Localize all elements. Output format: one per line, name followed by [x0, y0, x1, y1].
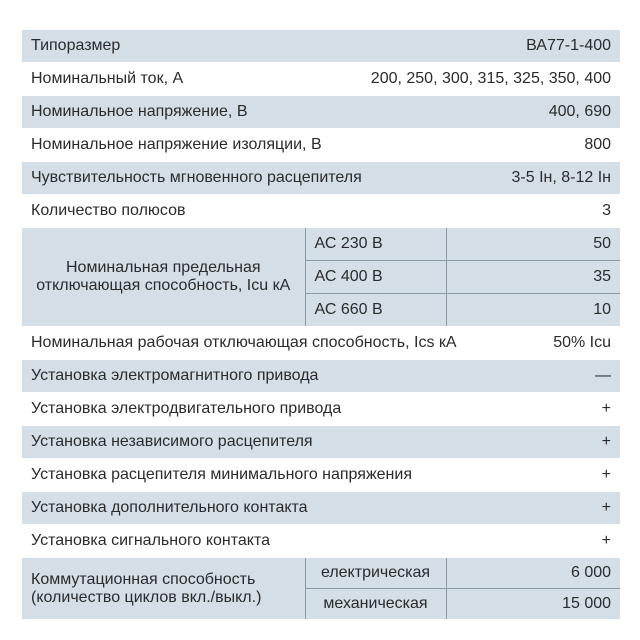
- type-label: Типоразмер: [22, 30, 305, 63]
- current-value: 200, 250, 300, 315, 325, 350, 400: [305, 63, 620, 96]
- sensitivity-value: 3-5 Iн, 8-12 Iн: [446, 162, 620, 195]
- row-aux-contact: [22, 492, 620, 525]
- insulation-label: Номинальное напряжение изоляции, В: [22, 129, 446, 162]
- signal-contact-label: Установка сигнального контакта: [22, 525, 446, 558]
- current-label: Номинальный ток, А: [22, 63, 305, 96]
- switching-condition: електрическая: [305, 558, 446, 589]
- row-poles: [22, 195, 620, 228]
- signal-contact-value: +: [446, 525, 620, 558]
- type-value: ВА77-1-400: [305, 30, 620, 63]
- row-breaking-1: [22, 228, 620, 261]
- breaking-condition: АС 230 В: [305, 228, 446, 261]
- row-electromagnetic: [22, 360, 620, 393]
- row-insulation: [22, 129, 620, 162]
- poles-value: 3: [446, 195, 620, 228]
- voltage-label: Номинальное напряжение, В: [22, 96, 305, 129]
- ics-value: 50% Icu: [446, 327, 620, 360]
- breaking-value: 35: [446, 261, 620, 294]
- undervoltage-label: Установка расцепителя минимального напряжения: [22, 459, 446, 492]
- breaking-label: Номинальная предельная отключающая способность, Icu кА: [22, 228, 305, 327]
- breaking-condition: АС 660 В: [305, 294, 446, 327]
- switching-value: 15 000: [446, 589, 620, 620]
- shunt-value: +: [446, 426, 620, 459]
- shunt-label: Установка независимого расцепителя: [22, 426, 446, 459]
- voltage-value: 400, 690: [305, 96, 620, 129]
- ics-label: Номинальная рабочая отключающая способность, Ics кА: [22, 327, 446, 360]
- insulation-value: 800: [446, 129, 620, 162]
- motor-label: Установка электродвигательного привода: [22, 393, 446, 426]
- row-sensitivity: [22, 162, 620, 195]
- switching-condition: механическая: [305, 589, 446, 620]
- spec-table: [22, 30, 620, 620]
- row-switching-1: [22, 558, 620, 589]
- poles-label: Количество полюсов: [22, 195, 446, 228]
- breaking-value: 10: [446, 294, 620, 327]
- row-motor: [22, 393, 620, 426]
- row-undervoltage: [22, 459, 620, 492]
- breaking-value: 50: [446, 228, 620, 261]
- undervoltage-value: +: [446, 459, 620, 492]
- electromagnetic-label: Установка электромагнитного привода: [22, 360, 446, 393]
- aux-contact-value: +: [446, 492, 620, 525]
- electromagnetic-value: —: [446, 360, 620, 393]
- switching-label: Коммутационная способность (количество циклов вкл./выкл.): [22, 558, 305, 620]
- switching-value: 6 000: [446, 558, 620, 589]
- row-type: [22, 30, 620, 63]
- row-voltage: [22, 96, 620, 129]
- motor-value: +: [446, 393, 620, 426]
- sensitivity-label: Чувствительность мгновенного расцепителя: [22, 162, 446, 195]
- aux-contact-label: Установка дополнительного контакта: [22, 492, 446, 525]
- breaking-condition: АС 400 В: [305, 261, 446, 294]
- row-shunt: [22, 426, 620, 459]
- row-signal-contact: [22, 525, 620, 558]
- row-current: [22, 63, 620, 96]
- row-ics: [22, 327, 620, 360]
